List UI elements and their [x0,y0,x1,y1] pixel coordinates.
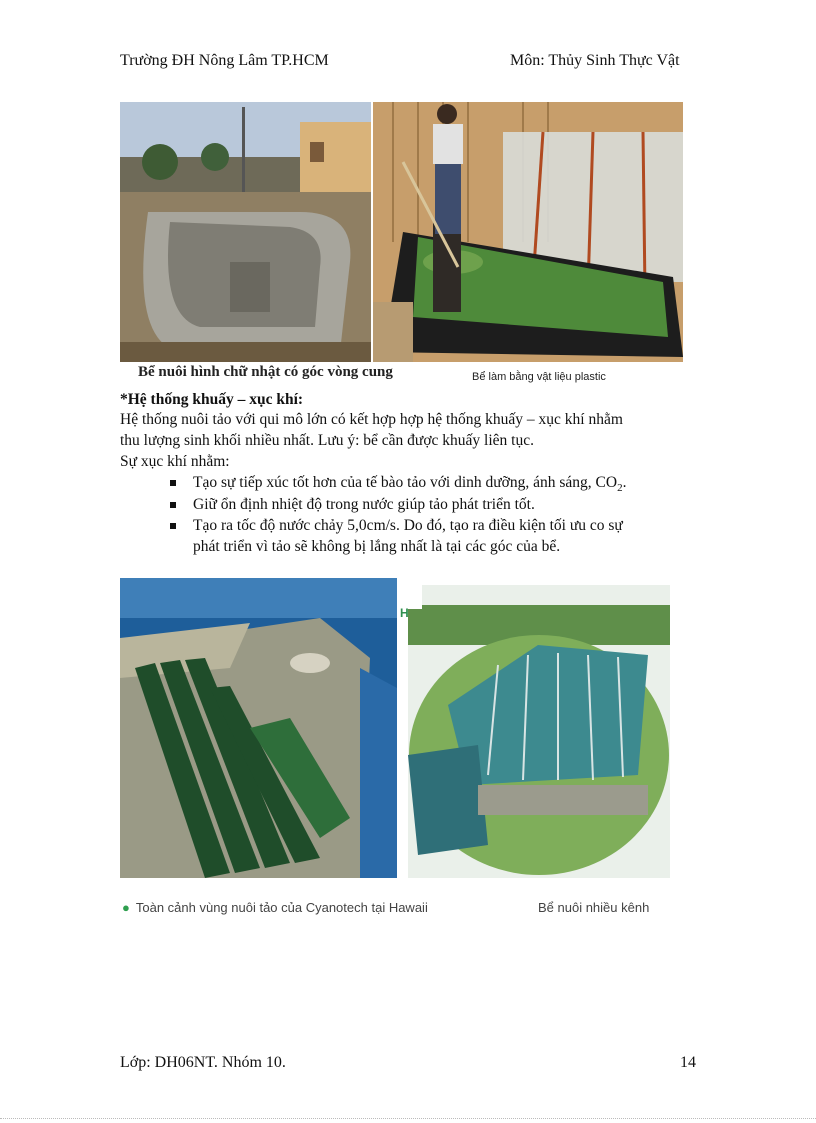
caption-rounded-tank: Bể nuôi hình chữ nhật có góc vòng cung [138,364,393,380]
header-subject: Môn: Thủy Sinh Thực Vật [510,52,680,69]
caption-cyanotech-text: Toàn cảnh vùng nuôi tảo của Cyanotech tại Hawaii [135,900,428,915]
paragraph-line-1: Hệ thống nuôi tảo với qui mô lớn có kết hợp hợp hệ thống khuấy – xục khí nhằm [120,411,623,428]
caption-plastic-tank: Bể làm bằng vật liệu plastic [472,371,606,383]
section-title: *Hệ thống khuấy – xục khí: [120,391,304,408]
photo-plastic-tank [373,102,683,362]
figure-mark: H [400,606,409,620]
bullet-tail: . [622,474,627,491]
bullet-icon [170,502,176,508]
photo-aerial-cyanotech [120,578,397,878]
photo-multichannel-ponds [408,585,670,878]
caption-multichannel: Bể nuôi nhiều kênh [538,900,650,915]
caption-cyanotech [122,900,428,915]
page-bottom-divider [0,1118,816,1119]
bullet-text-3: Tạo ra tốc độ nước chảy 5,0cm/s. Do đó, tạo ra điều kiện tối ưu co sự [193,517,623,534]
header-school: Trường ĐH Nông Lâm TP.HCM [120,52,329,69]
footer-class: Lớp: DH06NT. Nhóm 10. [120,1054,286,1071]
bullet-text-1: Tạo sự tiếp xúc tốt hơn của tế bào tảo với dinh dưỡng, ánh sáng, CO [193,474,618,491]
paragraph-line-2: thu lượng sinh khối nhiều nhất. Lưu ý: bể cần được khuấy liên tục. [120,432,534,449]
bullet-subscript: 2 [617,482,623,495]
bullet-text-3-continued: phát triển vì tảo sẽ không bị lắng nhất là tại các góc của bể. [193,538,561,555]
bullet-icon [170,523,176,529]
intro-text: Sự xục khí nhằm: [120,453,230,470]
page-number: 14 [680,1054,696,1071]
bullet-text-2: Giữ ổn định nhiệt độ trong nước giúp tảo phát triển tốt. [193,496,535,513]
bullet-icon [170,480,176,486]
photo-rounded-concrete-tank [120,102,371,362]
caption-bullet-icon: ● [122,900,130,915]
